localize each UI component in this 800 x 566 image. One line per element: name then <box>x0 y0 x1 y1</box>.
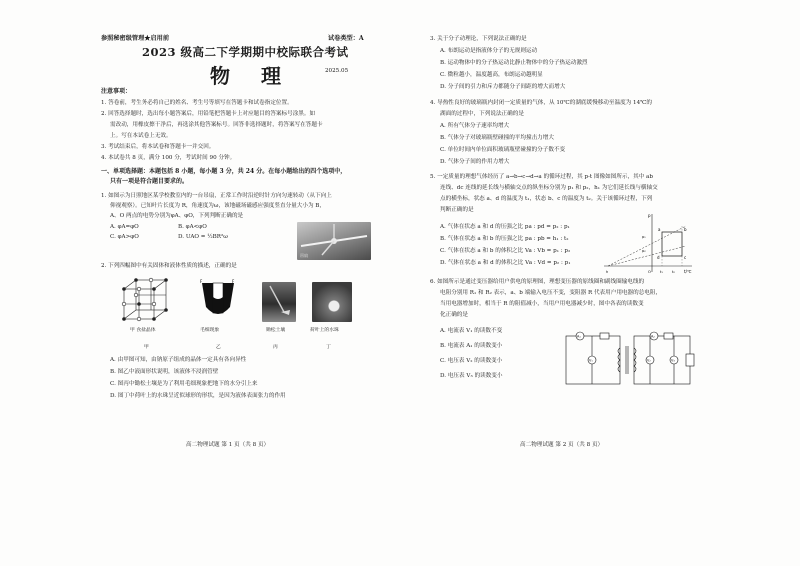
q1-stem: A、O 两点的电势分别为φA、φO，下列判断正确的是 <box>110 213 244 219</box>
svg-text:F: F <box>200 279 203 284</box>
notice-item: 4. 本试卷共 8 页，满分 100 分，考试时间 90 分钟。 <box>101 155 236 161</box>
q4-option-b: B. 气体分子对玻璃瓶壁碰撞的平均撞击力增大 <box>440 135 554 141</box>
graph-point-a: a <box>658 227 661 232</box>
q3-option-a: A. 布朗运动是指液体分子的无规则运动 <box>440 48 538 54</box>
section-heading: 一、单项选择题：本题包括 8 小题，每小题 3 分，共 24 分。在每小题给出的四个选项中， <box>101 168 347 175</box>
q5-stem: 连线、dc 连线的延长线与横轴交点的纵坐标分别为 p₁ 和 p₂，h₁ 为它们延长线与横轴交 <box>440 185 658 191</box>
meter-a1: A₁ <box>577 334 581 339</box>
q6-stem: 化正确的是 <box>440 312 468 318</box>
hoe-icon <box>262 282 296 322</box>
notice-item: 2. 回答选择题时，选出每小题答案后，用铅笔把答题卡上对应题目的答案标号涂黑。如 <box>101 111 316 117</box>
q6-stem: 当用电器增加时，相当于 R 的阻值减小，当用户用电器减少时，图中各表的读数变 <box>440 301 644 307</box>
caption-jia: 甲 食盐晶体 <box>130 328 156 333</box>
notice-item: 上。写在本试卷上无效。 <box>110 133 172 139</box>
footer-page-2: 高二物理试题 第 2 页（共 8 页） <box>520 442 604 448</box>
exam-title: 2023 级高二下学期期中校际联合考试 <box>142 45 349 59</box>
meter-a2: A₂ <box>651 334 655 339</box>
graph-h-label: h <box>606 270 609 274</box>
graph-t2-label: t₂ <box>672 270 675 274</box>
tag-yi: 乙 <box>216 345 221 350</box>
q5-option-b: B. 气体在状态 a 和 b 的压强之比 pa : pb = h₁ : t₂ <box>440 236 569 242</box>
q2-option-c: C. 图丙中锄松土壤是为了利用毛细现象把地下的水分引上来 <box>110 381 258 387</box>
q1-option-c: C. φA>φO <box>110 234 139 240</box>
transformer-circuit-diagram <box>558 326 698 396</box>
ceiling-fan-label: 吊扇 <box>300 253 308 258</box>
graph-p2-label: p₂ <box>642 249 646 253</box>
q3-option-d: D. 分子间的引力和斥力都随分子间距的增大而增大 <box>440 84 566 90</box>
meter-v2: V₂ <box>647 358 651 363</box>
q4-option-c: C. 单位时间内单位面积玻璃瓶壁碰撞的分子数不变 <box>440 147 566 153</box>
graph-xaxis-label: t/℃ <box>684 269 692 274</box>
caption-bing: 锄松土壤 <box>266 328 286 333</box>
q4-option-a: A. 所有气体分子速率均增大 <box>440 123 510 129</box>
q5-stem: 判断正确的是 <box>440 207 474 213</box>
graph-p1-label: p₁ <box>642 235 646 239</box>
notice-item: 需改动，用橡皮擦干净后，再选涂其他答案标号。回答非选择题时，将答案写在答题卡 <box>110 122 323 128</box>
svg-text:F: F <box>232 279 235 284</box>
paper-type: 试卷类型：A <box>328 35 364 42</box>
notice-item: 3. 考试结束后，将本试卷和答题卡一并交回。 <box>101 144 215 150</box>
q2-option-d: D. 图丁中荷叶上的水珠呈近似球形的形状，是因为液体表面张力的作用 <box>110 393 286 399</box>
graph-origin-label: O <box>648 270 651 274</box>
tag-bing: 丙 <box>273 345 278 350</box>
q4-stem: 湖面的过程中，下列说法正确的是 <box>440 111 524 117</box>
q5-stem: 5. 一定质量的理想气体经历了 a→b→c→d→a 的循环过程，其 p-t 图像如图所示，其中 ab <box>430 174 653 180</box>
subject-title: 物 理 <box>210 64 293 88</box>
q1-stem: 仰视观察）。已知叶片长度为 R，角速度为ω，该地磁场磁感应强度竖直分量大小为 B， <box>110 203 326 209</box>
q5-option-d: D. 气体在状态 a 和 d 的体积之比 Va : Vd = p₂ : p₁ <box>440 260 571 266</box>
ceiling-fan-icon <box>297 222 371 260</box>
meter-v1: V₁ <box>589 358 593 363</box>
lotus-drop-photo <box>312 282 352 322</box>
q2-option-a: A. 由甲图可知，由钠原子组成的晶体一定具有各向异性 <box>110 357 247 363</box>
section-heading-cont: 只有一项是符合题目要求的。 <box>110 178 189 185</box>
q6-option-b: B. 电流表 A₁ 的读数变小 <box>440 343 503 349</box>
q6-option-d: D. 电压表 V₃ 的读数变小 <box>440 373 503 379</box>
graph-yaxis-label: p <box>648 213 651 218</box>
q2-stem: 2. 下列四幅图中有关固体和液体性质的描述，正确的是 <box>101 263 237 269</box>
q1-option-a: A. φA=φO <box>110 224 139 230</box>
exam-date: 2025.05 <box>325 68 349 74</box>
q4-option-d: D. 气体分子间的作用力增大 <box>440 159 510 165</box>
graph-t1-label: t₁ <box>660 270 663 274</box>
q6-stem: 6. 如图所示是通过变压器给用户供电的原理图，理想变压器的原线圈和副线圈输电线的 <box>430 279 645 285</box>
q2-option-b: B. 图乙中液面形状说明，该液体不浸润管壁 <box>110 369 219 375</box>
caption-ding: 荷叶上的水珠 <box>310 328 339 333</box>
q1-option-b: B. φA<φO <box>178 224 207 230</box>
q3-option-c: C. 微粒越小，温度越高，布朗运动越明显 <box>440 72 543 78</box>
tag-ding: 丁 <box>326 345 331 350</box>
caption-yi: 毛细现象 <box>200 328 220 333</box>
q1-option-d: D. UAO = ½BR²ω <box>178 234 228 240</box>
notice-title: 注意事项： <box>101 88 132 95</box>
p-t-graph <box>600 210 696 276</box>
q6-option-a: A. 电流表 V₁ 的读数不变 <box>440 328 503 334</box>
meter-v3: V₃ <box>671 358 675 363</box>
q3-stem: 3. 关于分子动理论，下列说法正确的是 <box>430 36 527 42</box>
q3-option-b: B. 运动物体中的分子热运动比静止物体中的分子热运动激烈 <box>440 60 588 66</box>
q1-stem: 1. 如图示为日照地区某学校教室内的一台吊扇，正常工作时沿逆时针方向匀速转动（从下向上 <box>101 193 332 199</box>
q5-option-a: A. 气体在状态 a 和 d 的压强之比 pa : pd = p₂ : p₁ <box>440 224 570 230</box>
footer-page-1: 高二物理试题 第 1 页（共 8 页） <box>186 442 270 448</box>
q5-option-c: C. 气体在状态 a 和 b 的体积之比 Va : Vb = p₁ : p₂ <box>440 248 571 254</box>
capillary-tube-diagram <box>196 277 240 325</box>
q6-option-c: C. 电压表 V₂ 的读数变小 <box>440 358 503 364</box>
notice-item: 1. 答卷前，考生务必将自己的姓名、考生号等填写在答题卡和试卷指定位置。 <box>101 100 293 106</box>
secret-level: 参照秘密级管理★启用前 <box>101 35 170 42</box>
graph-point-d: d <box>657 255 660 260</box>
graph-point-c: c <box>684 255 687 260</box>
graph-point-b: b <box>684 227 687 232</box>
hoe-soil-photo <box>262 282 296 322</box>
q5-stem: 点的横坐标，状态 a、d 的温度为 t₁，状态 b、c 的温度为 t₂。关于该循环过程，下列 <box>440 196 653 202</box>
tag-jia: 甲 <box>144 345 149 350</box>
q4-stem: 4. 导热性良好的玻璃瓶内封闭一定质量的气体，从 10℃的湖底缓慢移动至温度为 14℃的 <box>430 100 653 106</box>
salt-crystal-diagram <box>118 277 174 323</box>
q6-stem: 电阻分别用 R₁ 和 R₂ 表示，a、b 端输入电压不变，变阻器 R 代表用户用电器的总电阻， <box>440 290 662 296</box>
ceiling-fan-photo <box>297 222 371 260</box>
